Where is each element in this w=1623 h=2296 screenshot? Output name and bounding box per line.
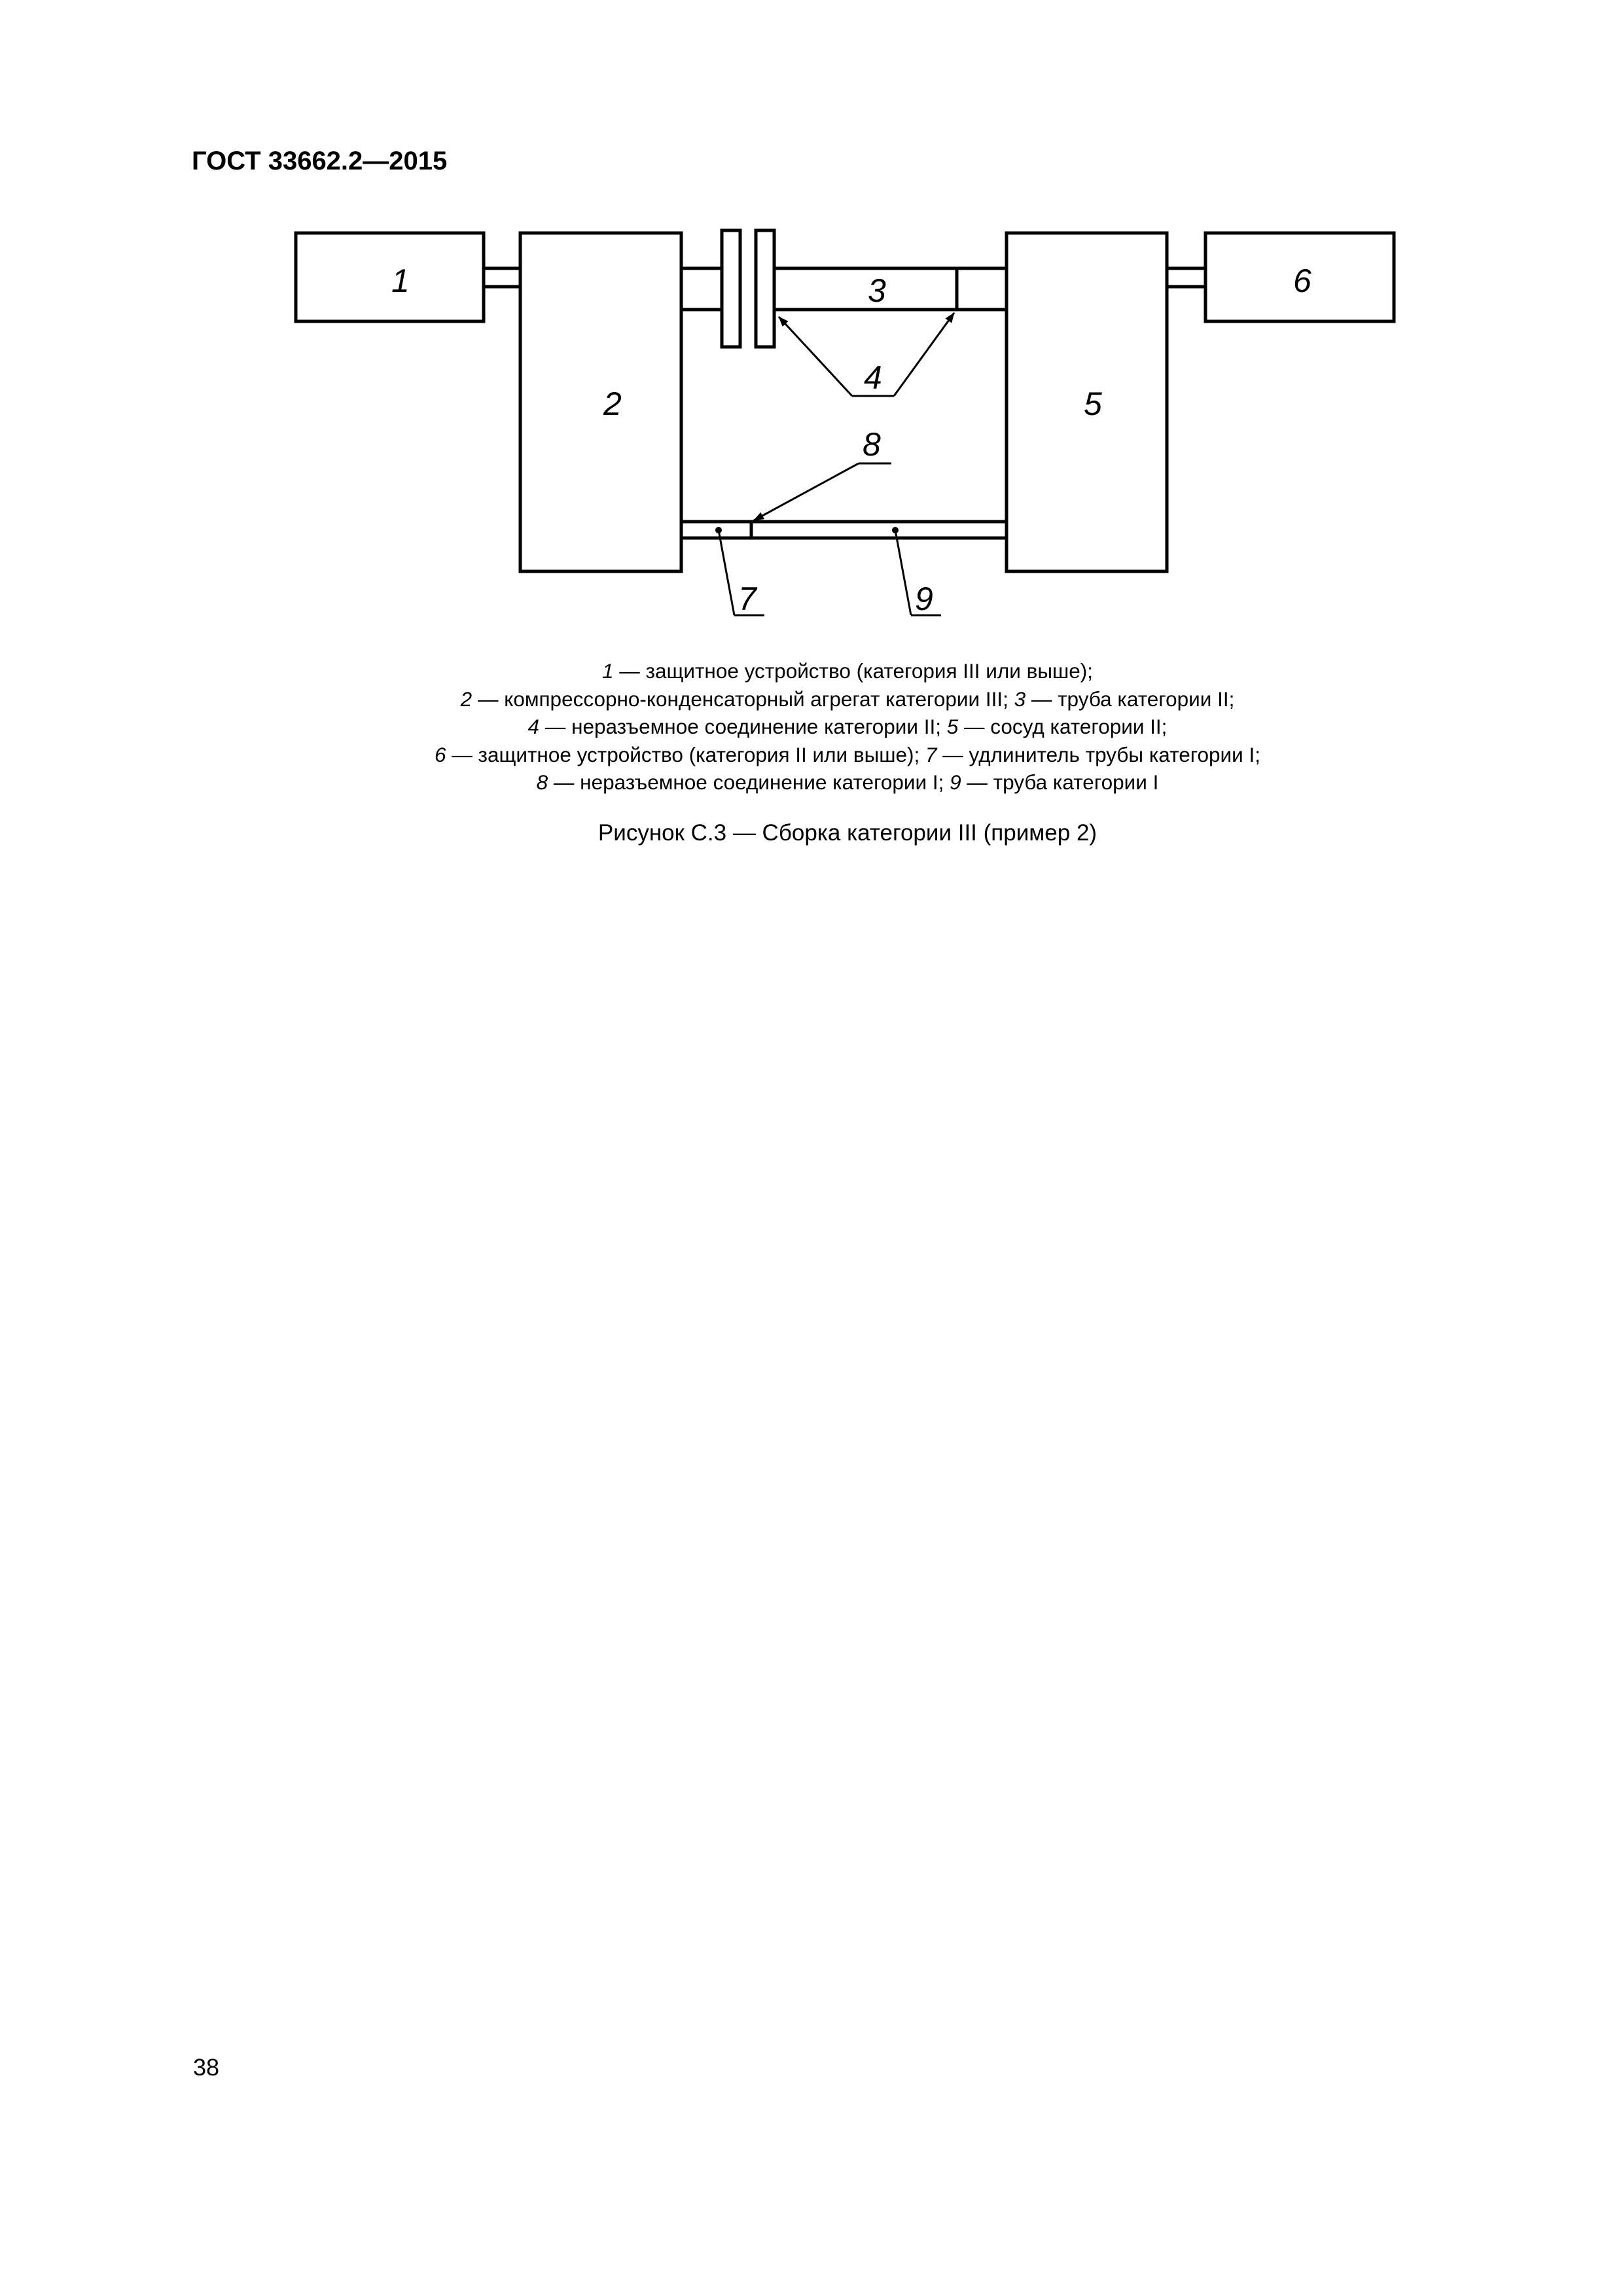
leader-4-right — [894, 313, 954, 396]
block-1-protective-device — [296, 233, 484, 321]
joint-4-flange-left — [722, 230, 740, 347]
label-2: 2 — [603, 386, 622, 422]
leader-4-left — [779, 317, 852, 396]
leader-7-dot — [715, 527, 722, 533]
label-5: 5 — [1084, 386, 1102, 422]
label-1: 1 — [391, 262, 410, 299]
label-8: 8 — [863, 426, 881, 463]
leader-9-dot — [892, 527, 899, 533]
leader-7 — [719, 530, 734, 615]
legend-line: 8 — неразъемное соединение категории I; 9 — труба категории I — [536, 770, 1159, 794]
legend-line: 6 — защитное устройство (категория II или выше); 7 — удлинитель трубы категории I; — [435, 742, 1260, 766]
page-number: 38 — [193, 2054, 220, 2081]
legend-line: 2 — компрессорно-конденсаторный агрегат категории III; 3 — труба категории II; — [460, 687, 1235, 711]
figure-caption: Рисунок С.3 — Сборка категории III (пример 2) — [597, 820, 1097, 846]
leader-9 — [895, 530, 911, 615]
label-6: 6 — [1293, 262, 1311, 299]
legend-line: 4 — неразъемное соединение категории II; 5 — сосуд категории II; — [527, 715, 1168, 738]
assembly-diagram — [0, 0, 1623, 655]
block-2-compressor-unit — [520, 233, 681, 571]
legend-line: 1 — защитное устройство (категория III или выше); — [601, 659, 1093, 683]
joint-4-flange-right — [756, 230, 774, 347]
label-9: 9 — [915, 581, 933, 617]
label-7: 7 — [738, 581, 757, 617]
document-header: ГОСТ 33662.2—2015 — [192, 147, 448, 175]
label-3: 3 — [868, 272, 886, 309]
figure-legend — [0, 657, 1623, 797]
label-4: 4 — [864, 359, 882, 396]
leader-8 — [754, 463, 859, 520]
